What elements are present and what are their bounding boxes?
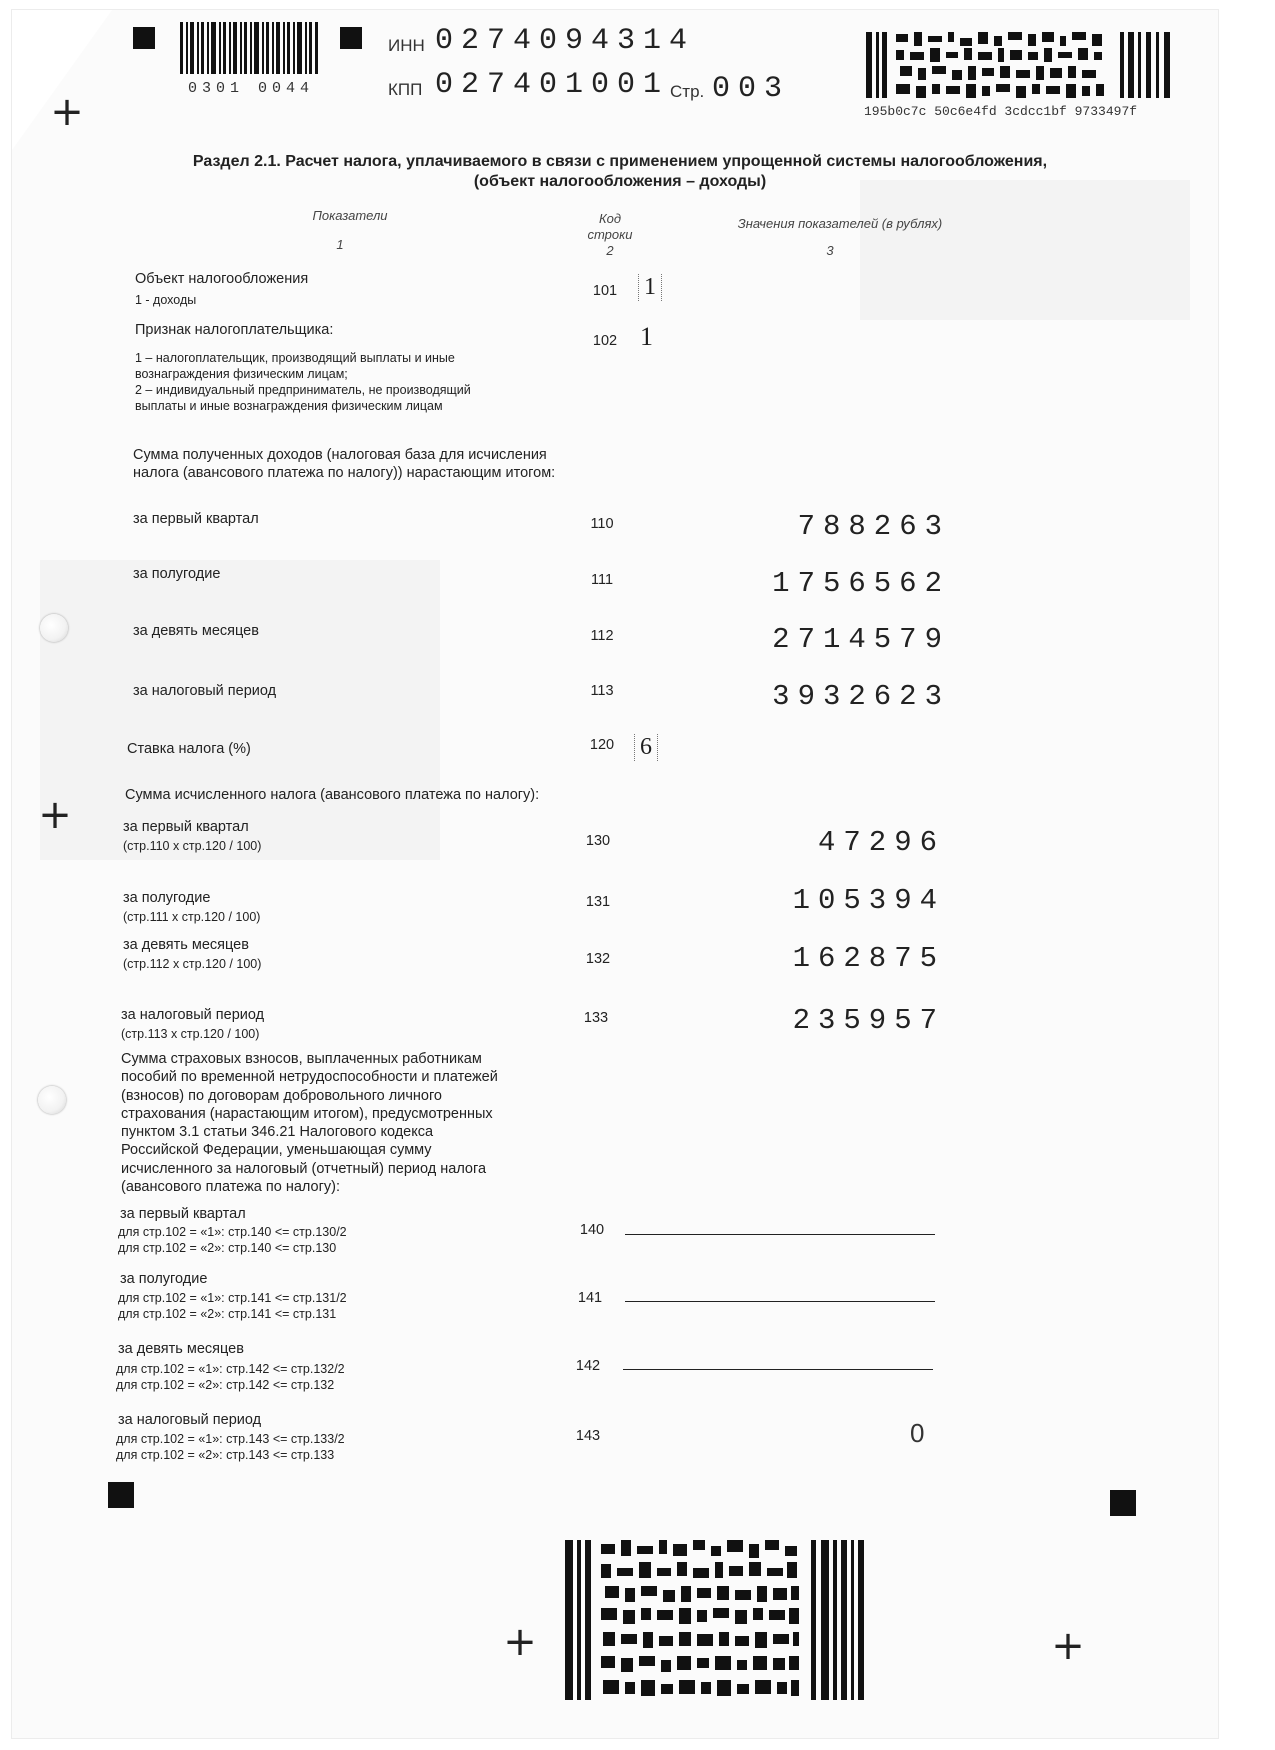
row-142-code: 142: [575, 1358, 601, 1374]
row-101-sub: 1 - доходы: [135, 293, 197, 307]
row-140-value-line: [625, 1234, 935, 1235]
row-132-code: 132: [585, 951, 611, 967]
row-102-desc: 1 – налогоплательщик, производящий выплаты и иные вознаграждения физическим лицам; 2 – индивидуальный предприниматель, не производящий выплаты и иные вознаграждения физическим лицам: [135, 351, 471, 413]
row-111-code: 111: [590, 572, 614, 588]
row-130-value: 47296: [817, 826, 945, 859]
row-110-label: за первый квартал: [133, 511, 259, 527]
row-102-code: 102: [592, 333, 618, 349]
row-132-formula: (стр.112 х стр.120 / 100): [123, 957, 262, 971]
row-130-formula: (стр.110 х стр.120 / 100): [123, 839, 262, 853]
row-101-label: Объект налогообложения: [135, 271, 309, 287]
row-110-value: 788263: [797, 510, 950, 543]
page-label: Стр.: [670, 82, 705, 101]
row-133-formula: (стр.113 х стр.120 / 100): [121, 1027, 260, 1041]
col-header-values: Значения показателей (в рублях): [737, 216, 943, 231]
bleed-through-shade: [860, 180, 1190, 320]
row-111-label: за полугодие: [133, 566, 221, 582]
row-101-code: 101: [592, 283, 618, 299]
linear-barcode: [180, 22, 320, 74]
crosshair-icon: +: [1051, 1623, 1085, 1669]
row-140-code: 140: [579, 1222, 605, 1238]
row-141-value-line: [625, 1301, 935, 1302]
row-111-value: 1756562: [772, 567, 950, 600]
row-143-code: 143: [575, 1428, 601, 1444]
row-112-value: 2714579: [772, 623, 950, 656]
row-142-condition: для стр.102 = «1»: стр.142 <= стр.132/2 для стр.102 = «2»: стр.142 <= стр.132: [116, 1362, 345, 1392]
row-113-code: 113: [590, 683, 614, 699]
row-140-condition: для стр.102 = «1»: стр.140 <= стр.130/2 для стр.102 = «2»: стр.140 <= стр.130: [118, 1225, 347, 1255]
tax-heading: Сумма исчисленного налога (авансового платежа по налогу):: [125, 787, 540, 803]
corner-marker-bottom-right: [1110, 1490, 1136, 1516]
row-132-label: за девять месяцев: [123, 937, 249, 953]
inn-value: 0274094314: [435, 24, 696, 58]
row-132-value: 162875: [792, 942, 945, 975]
row-113-value: 3932623: [772, 680, 950, 713]
section-title-line1: Раздел 2.1. Расчет налога, уплачиваемого в связи с применением упрощенной системы налогообложения,: [192, 153, 1048, 170]
row-141-code: 141: [577, 1290, 603, 1306]
corner-marker-bottom-left: [108, 1482, 134, 1508]
page-value: 003: [712, 72, 791, 106]
row-130-code: 130: [585, 833, 611, 849]
row-120-code: 120: [589, 737, 615, 753]
row-101-value: 1: [638, 274, 662, 301]
crosshair-icon: +: [50, 89, 84, 135]
row-143-condition: для стр.102 = «1»: стр.143 <= стр.133/2 для стр.102 = «2»: стр.143 <= стр.133: [116, 1432, 345, 1462]
col-header-indicators-num: 1: [336, 237, 344, 252]
row-112-code: 112: [590, 628, 614, 644]
row-120-label: Ставка налога (%): [127, 741, 251, 757]
2d-barcode-bottom: [565, 1540, 865, 1700]
corner-marker-top-mid: [340, 27, 362, 49]
row-140-label: за первый квартал: [120, 1206, 246, 1222]
2d-barcode-top: [866, 32, 1176, 98]
inn-label: ИНН: [388, 36, 425, 55]
col-header-indicators: Показатели: [312, 208, 388, 223]
row-113-label: за налоговый период: [133, 683, 277, 699]
row-133-label: за налоговый период: [121, 1007, 265, 1023]
kpp-label: КПП: [388, 80, 423, 99]
punch-hole: [38, 1086, 66, 1114]
section-title: [100, 152, 1140, 192]
row-142-label: за девять месяцев: [118, 1341, 244, 1357]
row-143-value: 0: [910, 1418, 925, 1448]
row-131-code: 131: [585, 894, 611, 910]
col-header-values-num: 3: [826, 243, 834, 258]
row-142-value-line: [623, 1369, 933, 1370]
row-102-value: 1: [640, 322, 653, 351]
row-130-label: за первый квартал: [123, 819, 249, 835]
income-heading: Сумма полученных доходов (налоговая база для исчисления налога (авансового платежа по налогу)) нарастающим итогом:: [133, 447, 556, 481]
col-header-code: Код строки 2: [587, 211, 633, 258]
document-hash: 195b0c7c 50c6e4fd 3cdcc1bf 9733497f: [864, 104, 1138, 119]
row-133-code: 133: [583, 1010, 609, 1026]
row-131-formula: (стр.111 х стр.120 / 100): [123, 910, 261, 924]
row-112-label: за девять месяцев: [133, 623, 259, 639]
kpp-value: 027401001: [435, 68, 670, 102]
insurance-heading: Сумма страховых взносов, выплаченных работникам пособий по временной нетрудоспособности и платежей (взносов) по договорам добровольного личного страхования (нарастающим итогом), предусмотренных пунктом 3.1 статьи 346.21 Налогового кодекса Российской Федерации, уменьшающая сумму исчисленного за налоговый (отчетный) период налога (авансового платежа по налогу):: [121, 1051, 498, 1196]
section-title-line2: (объект налогообложения – доходы): [473, 173, 767, 190]
crosshair-icon: +: [503, 1619, 537, 1665]
row-131-label: за полугодие: [123, 890, 211, 906]
row-133-value: 235957: [792, 1004, 945, 1037]
row-102-label: Признак налогоплательщика:: [135, 322, 334, 338]
bleed-through-shade: [40, 560, 440, 860]
row-131-value: 105394: [792, 884, 945, 917]
punch-hole: [40, 614, 68, 642]
row-110-code: 110: [590, 516, 614, 532]
row-143-label: за налоговый период: [118, 1412, 262, 1428]
crosshair-icon: +: [38, 792, 72, 838]
corner-marker-top-left: [133, 27, 155, 49]
row-141-condition: для стр.102 = «1»: стр.141 <= стр.131/2 для стр.102 = «2»: стр.141 <= стр.131: [118, 1291, 347, 1321]
row-120-value: 6: [634, 734, 658, 761]
barcode-number: 0301 0044: [188, 80, 315, 97]
row-141-label: за полугодие: [120, 1271, 208, 1287]
